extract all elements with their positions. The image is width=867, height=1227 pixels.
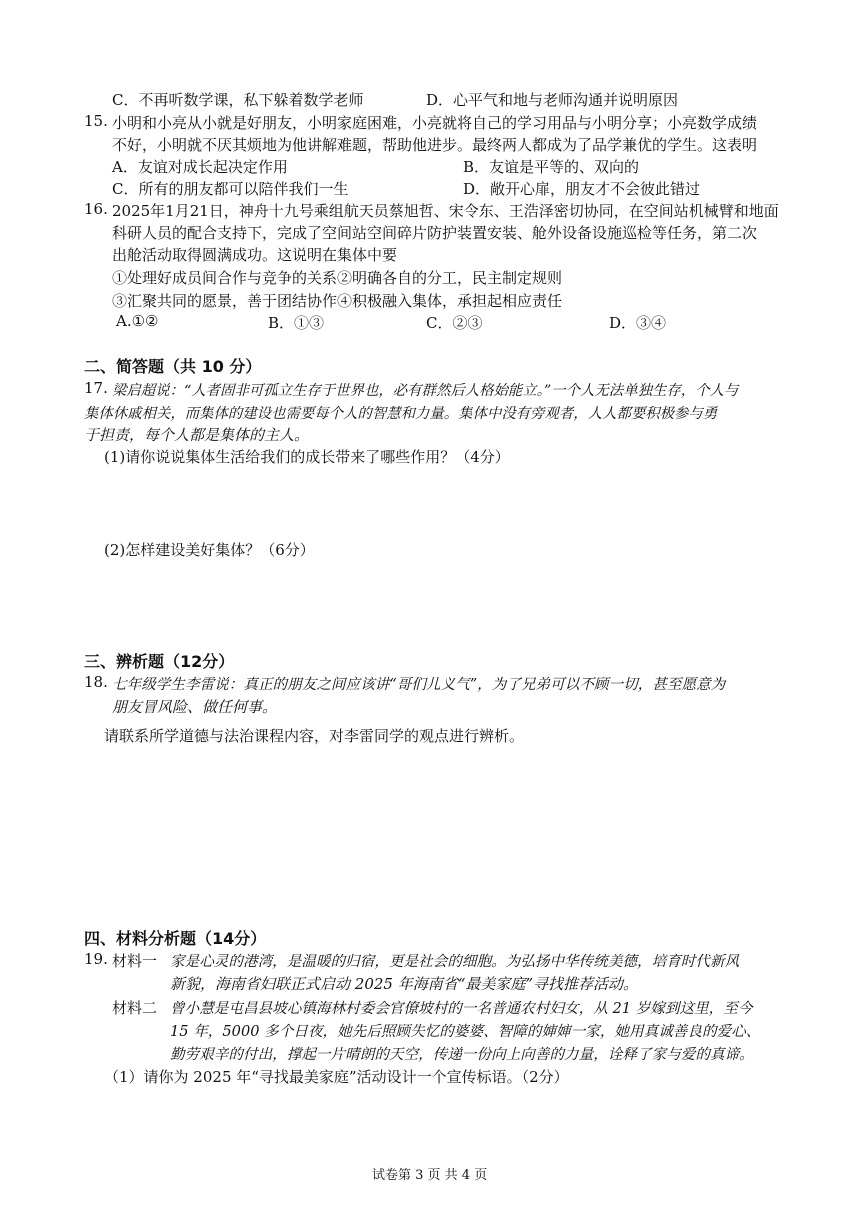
q19-material-2-label: 材料二 [112, 999, 158, 1017]
q18-stem-line1: 七年级学生李雷说：真正的朋友之间应该讲“哥们儿义气”，为了兄弟可以不顾一切，甚至愿意为 [112, 676, 726, 693]
q17-stem-line1: 梁启超说：“人者固非可孤立生存于世界也，必有群然后人格始能立。”一个人无法单独生存，个人与 [112, 383, 739, 399]
q15-option-b: B．友谊是平等的、双向的 [463, 158, 640, 176]
q19-subquestion-1: （1）请你为 2025 年“寻找最美家庭”活动设计一个宣传标语。（2分） [104, 1068, 569, 1086]
q15-number: 15. [84, 112, 108, 130]
q17-subquestion-2: (2)怎样建设美好集体？（6分） [104, 541, 315, 559]
q16-option-b: B．①③ [268, 314, 325, 332]
q17-subquestion-1: (1)请你说说集体生活给我们的成长带来了哪些作用？（4分） [104, 448, 510, 466]
q16-option-c: C．②③ [426, 314, 483, 332]
q15-option-a: A．友谊对成长起决定作用 [112, 158, 288, 176]
q14-option-c: C．不再听数学课，私下躲着数学老师 [112, 91, 364, 109]
q19-material-1-line1: 家是心灵的港湾，是温暖的归宿，更是社会的细胞。为弘扬中华传统美德，培育时代新风 [170, 953, 740, 970]
q18-prompt: 请联系所学道德与法治课程内容，对李雷同学的观点进行辨析。 [104, 727, 525, 745]
q19-material-1-line2: 新貌，海南省妇联正式启动 2025 年海南省“最美家庭”寻找推荐活动。 [170, 975, 639, 993]
q19-material-1-label: 材料一 [112, 952, 158, 970]
q19-material-2-line3: 勤劳艰辛的付出，撑起一片晴朗的天空，传递一份向上向善的力量，诠释了家与爱的真谛。 [170, 1046, 754, 1063]
q14-option-d: D．心平气和地与老师沟通并说明原因 [426, 91, 679, 109]
section-4-title: 四、材料分析题（14分） [84, 929, 267, 948]
q19-material-2-line2: 15 年，5000 多个日夜，她先后照顾失忆的婆婆、智障的婶婶一家，她用真诚善良的爱心、 [170, 1023, 761, 1040]
q16-statements-line2: ③汇聚共同的愿景，善于团结协作④积极融入集体，承担起相应责任 [112, 292, 563, 310]
q16-stem-line2: 科研人员的配合支持下，完成了空间站空间碎片防护装置安装、舱外设备设施巡检等任务，第二次 [112, 224, 758, 242]
q16-option-d: D．③④ [609, 314, 667, 332]
section-2-title: 二、简答题（共 10 分） [84, 357, 262, 376]
section-3-title: 三、辨析题（12分） [84, 652, 235, 671]
q17-stem-line3: 于担责，每个人都是集体的主人。 [84, 426, 310, 444]
q19-number: 19. [84, 950, 108, 968]
q18-number: 18. [84, 673, 108, 691]
q17-number: 17. [84, 379, 108, 397]
q16-statements-line1: ①处理好成员间合作与竞争的关系②明确各自的分工，民主制定规则 [112, 269, 563, 287]
q19-material-2-line1: 曾小慧是屯昌县坡心镇海林村委会官僚坡村的一名普通农村妇女，从 21 岁嫁到这里，至今 [170, 1000, 753, 1017]
q16-stem-line3: 出舱活动取得圆满成功。这说明在集体中要 [112, 246, 398, 264]
q15-stem-line2: 不好，小明就不厌其烦地为他讲解难题，帮助他进步。最终两人都成为了品学兼优的学生。这表明 [112, 136, 758, 154]
q15-option-c: C．所有的朋友都可以陪伴我们一生 [112, 180, 349, 198]
page-footer: 试卷第 3 页 共 4 页 [372, 1168, 488, 1183]
q18-stem-line2: 朋友冒风险、做任何事。 [112, 698, 278, 716]
q16-option-a: A.①② [116, 312, 159, 330]
q16-stem-line1: 2025年1月21日，神舟十九号乘组航天员蔡旭哲、宋令东、王浩泽密切协同，在空间站机械臂和地面 [112, 202, 779, 220]
q15-option-d: D．敞开心扉，朋友才不会彼此错过 [463, 180, 701, 198]
q16-number: 16. [84, 200, 108, 218]
q15-stem-line1: 小明和小亮从小就是好朋友，小明家庭困难，小亮就将自己的学习用品与小明分享；小亮数学成绩 [112, 114, 758, 132]
q17-stem-line2: 集体休戚相关，而集体的建设也需要每个人的智慧和力量。集体中没有旁观者，人人都要积极参与勇 [84, 406, 718, 422]
